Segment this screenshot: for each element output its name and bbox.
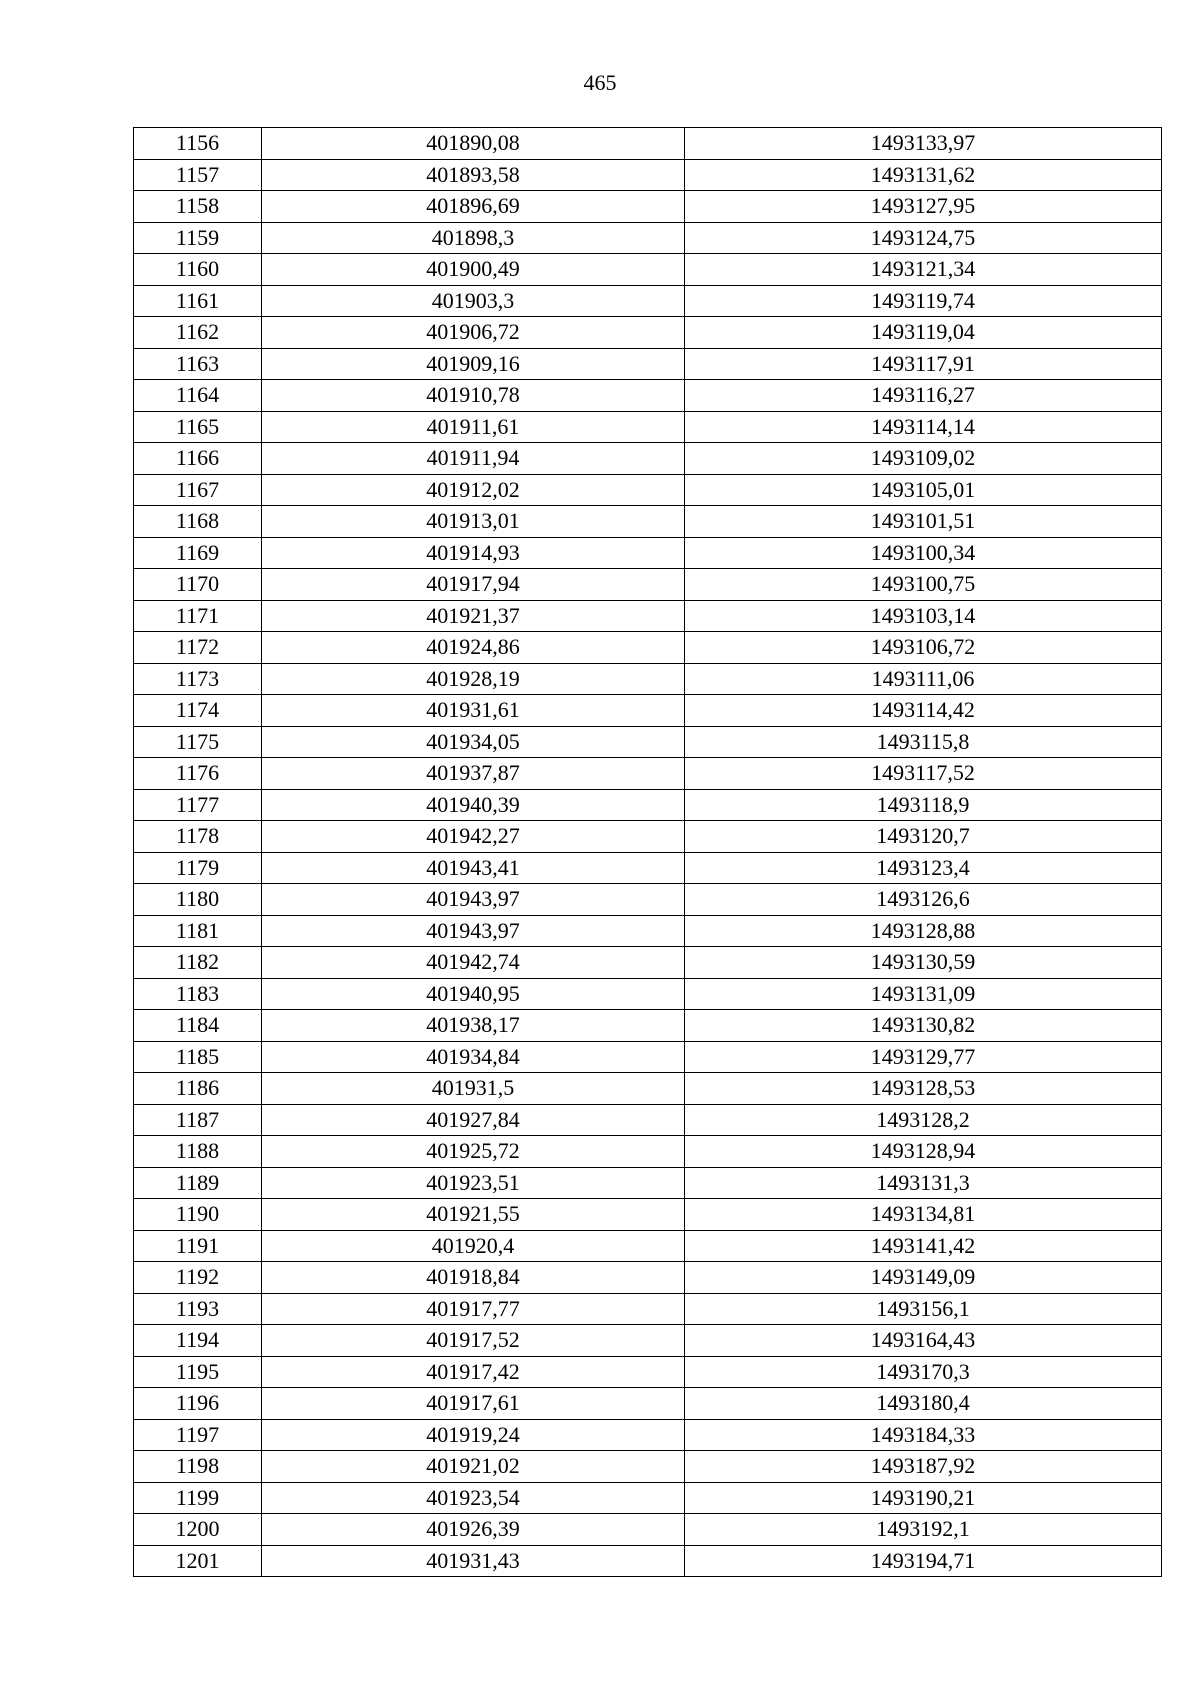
y-coordinate-cell: 1493130,82: [685, 1010, 1162, 1042]
x-coordinate-cell: 401906,72: [262, 317, 685, 349]
y-coordinate-cell: 1493118,9: [685, 789, 1162, 821]
point-number-cell: 1181: [134, 915, 262, 947]
table-row: [134, 317, 1162, 349]
table-row: [134, 1136, 1162, 1168]
x-coordinate-cell: 401943,41: [262, 852, 685, 884]
point-number-cell: 1166: [134, 443, 262, 475]
table-row: [134, 1451, 1162, 1483]
y-coordinate-cell: 1493116,27: [685, 380, 1162, 412]
x-coordinate-cell: 401896,69: [262, 191, 685, 223]
table-row: [134, 1545, 1162, 1577]
y-coordinate-cell: 1493180,4: [685, 1388, 1162, 1420]
x-coordinate-cell: 401917,42: [262, 1356, 685, 1388]
y-coordinate-cell: 1493106,72: [685, 632, 1162, 664]
table-row: [134, 726, 1162, 758]
table-row: [134, 128, 1162, 160]
x-coordinate-cell: 401903,3: [262, 285, 685, 317]
x-coordinate-cell: 401924,86: [262, 632, 685, 664]
point-number-cell: 1167: [134, 474, 262, 506]
table-row: [134, 1325, 1162, 1357]
point-number-cell: 1189: [134, 1167, 262, 1199]
point-number-cell: 1190: [134, 1199, 262, 1231]
x-coordinate-cell: 401911,61: [262, 411, 685, 443]
point-number-cell: 1160: [134, 254, 262, 286]
x-coordinate-cell: 401910,78: [262, 380, 685, 412]
x-coordinate-cell: 401928,19: [262, 663, 685, 695]
x-coordinate-cell: 401938,17: [262, 1010, 685, 1042]
point-number-cell: 1178: [134, 821, 262, 853]
y-coordinate-cell: 1493101,51: [685, 506, 1162, 538]
point-number-cell: 1198: [134, 1451, 262, 1483]
point-number-cell: 1168: [134, 506, 262, 538]
point-number-cell: 1179: [134, 852, 262, 884]
y-coordinate-cell: 1493131,62: [685, 159, 1162, 191]
y-coordinate-cell: 1493111,06: [685, 663, 1162, 695]
point-number-cell: 1156: [134, 128, 262, 160]
table-row: [134, 380, 1162, 412]
x-coordinate-cell: 401893,58: [262, 159, 685, 191]
table-row: [134, 821, 1162, 853]
y-coordinate-cell: 1493128,2: [685, 1104, 1162, 1136]
table-row: [134, 947, 1162, 979]
x-coordinate-cell: 401890,08: [262, 128, 685, 160]
y-coordinate-cell: 1493170,3: [685, 1356, 1162, 1388]
point-number-cell: 1201: [134, 1545, 262, 1577]
y-coordinate-cell: 1493124,75: [685, 222, 1162, 254]
table-row: [134, 285, 1162, 317]
point-number-cell: 1159: [134, 222, 262, 254]
x-coordinate-cell: 401917,61: [262, 1388, 685, 1420]
y-coordinate-cell: 1493120,7: [685, 821, 1162, 853]
table-row: [134, 443, 1162, 475]
x-coordinate-cell: 401918,84: [262, 1262, 685, 1294]
y-coordinate-cell: 1493126,6: [685, 884, 1162, 916]
table-row: [134, 191, 1162, 223]
y-coordinate-cell: 1493128,94: [685, 1136, 1162, 1168]
table-row: [134, 852, 1162, 884]
point-number-cell: 1187: [134, 1104, 262, 1136]
x-coordinate-cell: 401931,43: [262, 1545, 685, 1577]
point-number-cell: 1158: [134, 191, 262, 223]
y-coordinate-cell: 1493187,92: [685, 1451, 1162, 1483]
y-coordinate-cell: 1493156,1: [685, 1293, 1162, 1325]
point-number-cell: 1188: [134, 1136, 262, 1168]
y-coordinate-cell: 1493164,43: [685, 1325, 1162, 1357]
y-coordinate-cell: 1493194,71: [685, 1545, 1162, 1577]
y-coordinate-cell: 1493131,3: [685, 1167, 1162, 1199]
point-number-cell: 1170: [134, 569, 262, 601]
table-row: [134, 537, 1162, 569]
x-coordinate-cell: 401931,5: [262, 1073, 685, 1105]
point-number-cell: 1184: [134, 1010, 262, 1042]
y-coordinate-cell: 1493190,21: [685, 1482, 1162, 1514]
y-coordinate-cell: 1493119,04: [685, 317, 1162, 349]
x-coordinate-cell: 401898,3: [262, 222, 685, 254]
point-number-cell: 1191: [134, 1230, 262, 1262]
x-coordinate-cell: 401923,54: [262, 1482, 685, 1514]
table-row: [134, 1073, 1162, 1105]
point-number-cell: 1176: [134, 758, 262, 790]
y-coordinate-cell: 1493119,74: [685, 285, 1162, 317]
table-row: [134, 1104, 1162, 1136]
point-number-cell: 1193: [134, 1293, 262, 1325]
x-coordinate-cell: 401921,02: [262, 1451, 685, 1483]
point-number-cell: 1194: [134, 1325, 262, 1357]
y-coordinate-cell: 1493184,33: [685, 1419, 1162, 1451]
x-coordinate-cell: 401927,84: [262, 1104, 685, 1136]
y-coordinate-cell: 1493103,14: [685, 600, 1162, 632]
x-coordinate-cell: 401943,97: [262, 884, 685, 916]
table-row: [134, 632, 1162, 664]
y-coordinate-cell: 1493130,59: [685, 947, 1162, 979]
x-coordinate-cell: 401917,52: [262, 1325, 685, 1357]
table-row: [134, 1041, 1162, 1073]
x-coordinate-cell: 401920,4: [262, 1230, 685, 1262]
point-number-cell: 1200: [134, 1514, 262, 1546]
point-number-cell: 1161: [134, 285, 262, 317]
table-row: [134, 1293, 1162, 1325]
point-number-cell: 1162: [134, 317, 262, 349]
table-row: [134, 695, 1162, 727]
point-number-cell: 1180: [134, 884, 262, 916]
point-number-cell: 1196: [134, 1388, 262, 1420]
point-number-cell: 1173: [134, 663, 262, 695]
x-coordinate-cell: 401912,02: [262, 474, 685, 506]
y-coordinate-cell: 1493131,09: [685, 978, 1162, 1010]
y-coordinate-cell: 1493109,02: [685, 443, 1162, 475]
y-coordinate-cell: 1493114,14: [685, 411, 1162, 443]
x-coordinate-cell: 401943,97: [262, 915, 685, 947]
point-number-cell: 1163: [134, 348, 262, 380]
x-coordinate-cell: 401913,01: [262, 506, 685, 538]
table-row: [134, 789, 1162, 821]
y-coordinate-cell: 1493141,42: [685, 1230, 1162, 1262]
table-row: [134, 1230, 1162, 1262]
table-row: [134, 1388, 1162, 1420]
x-coordinate-cell: 401925,72: [262, 1136, 685, 1168]
x-coordinate-cell: 401917,77: [262, 1293, 685, 1325]
x-coordinate-cell: 401914,93: [262, 537, 685, 569]
x-coordinate-cell: 401942,27: [262, 821, 685, 853]
y-coordinate-cell: 1493100,34: [685, 537, 1162, 569]
table-row: [134, 600, 1162, 632]
table-row: [134, 1010, 1162, 1042]
coordinates-table-body: [134, 128, 1162, 1577]
table-row: [134, 884, 1162, 916]
table-row: [134, 1199, 1162, 1231]
y-coordinate-cell: 1493115,8: [685, 726, 1162, 758]
y-coordinate-cell: 1493149,09: [685, 1262, 1162, 1294]
x-coordinate-cell: 401942,74: [262, 947, 685, 979]
y-coordinate-cell: 1493127,95: [685, 191, 1162, 223]
y-coordinate-cell: 1493100,75: [685, 569, 1162, 601]
point-number-cell: 1165: [134, 411, 262, 443]
x-coordinate-cell: 401909,16: [262, 348, 685, 380]
point-number-cell: 1185: [134, 1041, 262, 1073]
table-row: [134, 915, 1162, 947]
y-coordinate-cell: 1493123,4: [685, 852, 1162, 884]
point-number-cell: 1183: [134, 978, 262, 1010]
x-coordinate-cell: 401934,84: [262, 1041, 685, 1073]
table-row: [134, 254, 1162, 286]
point-number-cell: 1197: [134, 1419, 262, 1451]
x-coordinate-cell: 401921,37: [262, 600, 685, 632]
point-number-cell: 1177: [134, 789, 262, 821]
x-coordinate-cell: 401934,05: [262, 726, 685, 758]
table-row: [134, 569, 1162, 601]
point-number-cell: 1171: [134, 600, 262, 632]
point-number-cell: 1169: [134, 537, 262, 569]
point-number-cell: 1164: [134, 380, 262, 412]
point-number-cell: 1182: [134, 947, 262, 979]
point-number-cell: 1174: [134, 695, 262, 727]
y-coordinate-cell: 1493117,91: [685, 348, 1162, 380]
point-number-cell: 1172: [134, 632, 262, 664]
table-row: [134, 222, 1162, 254]
table-row: [134, 159, 1162, 191]
y-coordinate-cell: 1493105,01: [685, 474, 1162, 506]
table-row: [134, 1167, 1162, 1199]
table-row: [134, 348, 1162, 380]
page-number: 465: [583, 70, 617, 95]
table-row: [134, 1419, 1162, 1451]
x-coordinate-cell: 401917,94: [262, 569, 685, 601]
point-number-cell: 1195: [134, 1356, 262, 1388]
y-coordinate-cell: 1493121,34: [685, 254, 1162, 286]
x-coordinate-cell: 401919,24: [262, 1419, 685, 1451]
point-number-cell: 1192: [134, 1262, 262, 1294]
point-number-cell: 1157: [134, 159, 262, 191]
x-coordinate-cell: 401921,55: [262, 1199, 685, 1231]
y-coordinate-cell: 1493128,53: [685, 1073, 1162, 1105]
point-number-cell: 1175: [134, 726, 262, 758]
y-coordinate-cell: 1493134,81: [685, 1199, 1162, 1231]
y-coordinate-cell: 1493114,42: [685, 695, 1162, 727]
x-coordinate-cell: 401926,39: [262, 1514, 685, 1546]
y-coordinate-cell: 1493129,77: [685, 1041, 1162, 1073]
table-row: [134, 663, 1162, 695]
y-coordinate-cell: 1493117,52: [685, 758, 1162, 790]
coordinates-table: [133, 127, 1162, 1577]
table-row: [134, 474, 1162, 506]
table-row: [134, 978, 1162, 1010]
table-row: [134, 1262, 1162, 1294]
table-row: [134, 506, 1162, 538]
table-row: [134, 1482, 1162, 1514]
x-coordinate-cell: 401940,95: [262, 978, 685, 1010]
point-number-cell: 1186: [134, 1073, 262, 1105]
y-coordinate-cell: 1493133,97: [685, 128, 1162, 160]
x-coordinate-cell: 401931,61: [262, 695, 685, 727]
table-row: [134, 1514, 1162, 1546]
table-row: [134, 411, 1162, 443]
point-number-cell: 1199: [134, 1482, 262, 1514]
y-coordinate-cell: 1493128,88: [685, 915, 1162, 947]
x-coordinate-cell: 401940,39: [262, 789, 685, 821]
table-row: [134, 758, 1162, 790]
table-row: [134, 1356, 1162, 1388]
x-coordinate-cell: 401937,87: [262, 758, 685, 790]
y-coordinate-cell: 1493192,1: [685, 1514, 1162, 1546]
x-coordinate-cell: 401923,51: [262, 1167, 685, 1199]
x-coordinate-cell: 401911,94: [262, 443, 685, 475]
x-coordinate-cell: 401900,49: [262, 254, 685, 286]
